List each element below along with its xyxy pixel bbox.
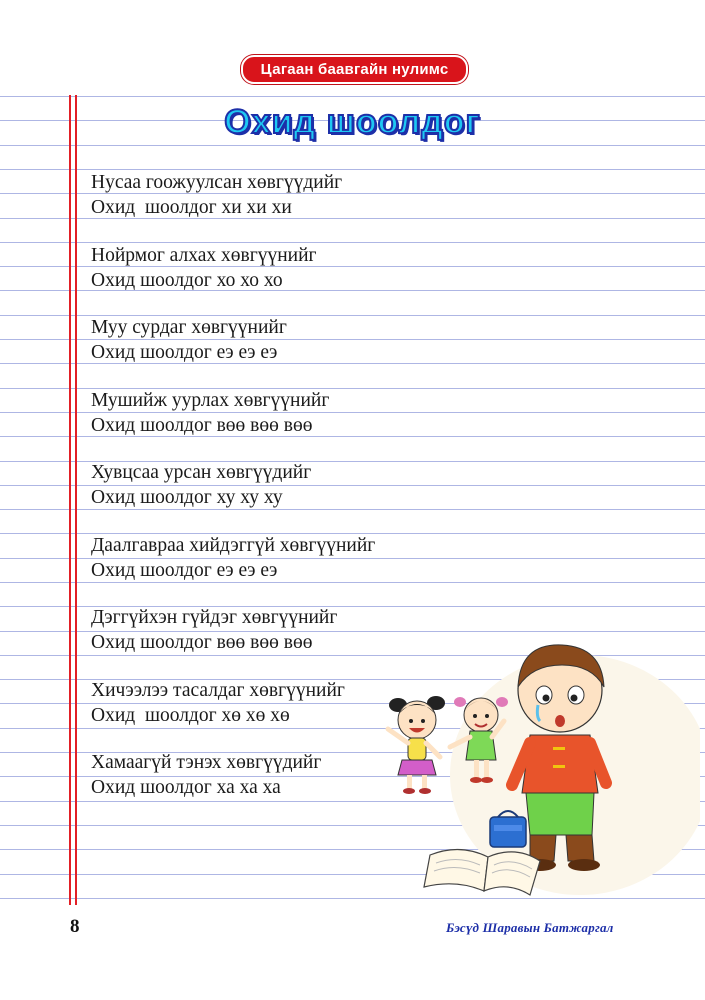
poem-line: Хамаагүй тэнэх хөвгүүдийг [91, 752, 322, 773]
poem-line: Охид шоолдог хө хө хө [91, 704, 290, 726]
poem-line: Хичээлээ тасалдаг хөвгүүнийг [91, 679, 345, 701]
poem-line: Нусаа гоожуулсан хөвгүүдийг [91, 172, 343, 193]
poem-line: Охид шоолдог ху ху ху [91, 487, 283, 508]
stanza [91, 315, 491, 388]
book-title-badge [241, 55, 468, 84]
book-title-label: Цагаан баавгайн нулимс [260, 61, 449, 78]
school-bag-icon [490, 811, 526, 847]
poem-line: Дэггүйхэн гүйдэг хөвгүүнийг [91, 607, 338, 628]
margin-line-left [69, 95, 71, 905]
poem-line: Муу сурдаг хөвгүүнийг [91, 317, 287, 338]
ruled-line [0, 145, 705, 146]
poem-line: Охид шоолдог хи хи хи [91, 197, 292, 218]
stanza [91, 460, 491, 533]
poem-title: Охид шоолдог [224, 103, 481, 141]
stanza [91, 533, 491, 606]
girl-pigtails-icon [388, 696, 445, 794]
poem-line: Охид шоолдог вөө вөө вөө [91, 632, 313, 653]
page-number: 8 [70, 916, 80, 937]
poem-line: Мушийж уурлах хөвгүүнийг [91, 389, 330, 411]
poem-line: Охид шоолдог еэ еэ еэ [91, 342, 278, 363]
poem-line: Нойрмог алхах хөвгүүнийг [91, 244, 317, 266]
stanza [91, 388, 491, 461]
stanza [91, 243, 491, 316]
margin-line-right [75, 95, 77, 905]
stanza [91, 170, 491, 243]
poem-line: Охид шоолдог ха ха ха [91, 777, 281, 798]
poem-line: Хувцсаа урсан хөвгүүдийг [91, 462, 312, 483]
poem-line: Охид шоолдог вөө вөө вөө [91, 414, 313, 436]
poem-line: Охид шоолдог еэ еэ еэ [91, 559, 278, 581]
children-illustration [380, 625, 700, 910]
poem-line: Охид шоолдог хо хо хо [91, 269, 283, 291]
ruled-line [0, 96, 705, 97]
poem-line: Даалгавраа хийдэггүй хөвгүүнийг [91, 534, 376, 556]
open-book-icon [424, 849, 540, 895]
author-name: Бэсүд Шаравын Батжаргал [446, 920, 614, 935]
